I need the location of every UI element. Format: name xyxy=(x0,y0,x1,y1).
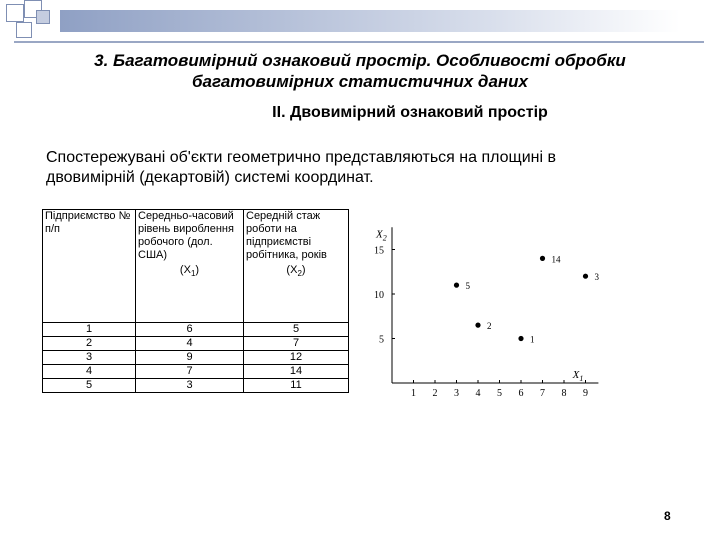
table-header-row xyxy=(43,210,349,323)
page-number: 8 xyxy=(664,509,671,523)
table-row xyxy=(43,323,349,337)
point-label: 5 xyxy=(465,281,470,292)
x-tick-label: 3 xyxy=(454,388,459,399)
x-tick-label: 5 xyxy=(497,388,502,399)
point-label: 1 xyxy=(530,334,535,345)
cell: 2 xyxy=(43,337,136,351)
cell: 5 xyxy=(43,379,136,393)
table-row xyxy=(43,379,349,393)
x-tick-label: 7 xyxy=(540,388,545,399)
x1-symbol: $(X_1)$ xyxy=(179,264,200,279)
table-row xyxy=(43,365,349,379)
header-x2: Середній стаж роботи на підприємстві робітника, років $(X_2)$ xyxy=(244,210,349,323)
corner-decoration xyxy=(0,0,60,45)
point-label: 2 xyxy=(487,321,492,332)
x-tick-label: 2 xyxy=(432,388,438,399)
intro-paragraph: Спостережувані об'єкти геометрично представляються на площині в двовимірній (декартовій) системі координат. xyxy=(46,149,556,186)
data-point xyxy=(454,283,459,288)
header-x1: Середньо-часовий рівень вироблення робочого (дол. США) $(X_1)$ xyxy=(136,210,244,323)
header-gradient-bar xyxy=(60,10,680,32)
cell: 14 xyxy=(244,365,349,379)
x-axis-label: $X_1$ xyxy=(572,369,584,383)
cell: 5 xyxy=(244,323,349,337)
data-point xyxy=(583,274,588,279)
table-row xyxy=(43,351,349,365)
cell: 3 xyxy=(43,351,136,365)
x-tick-label: 4 xyxy=(475,388,481,399)
x-tick-label: 6 xyxy=(518,388,524,399)
x-tick-label: 8 xyxy=(561,388,567,399)
data-point xyxy=(518,336,523,341)
cell: 1 xyxy=(43,323,136,337)
header-enterprise: Підприємство № п/п xyxy=(43,210,136,323)
point-label: 14 xyxy=(551,254,561,265)
cell: 11 xyxy=(244,379,349,393)
cell: 7 xyxy=(136,365,244,379)
y-tick-label: 10 xyxy=(374,290,384,301)
slide-title: 3. Багатовимірний ознаковий простір. Особливості обробки багатовимірних статистичних даних xyxy=(94,51,626,91)
x2-symbol: $(X_2)$ xyxy=(286,264,306,279)
cell: 4 xyxy=(43,365,136,379)
y-tick-label: 15 xyxy=(374,245,384,257)
slide-subtitle: ІІ. Двовимірний ознаковий простір xyxy=(272,104,548,121)
cell: 9 xyxy=(136,351,244,365)
x-tick-label: 1 xyxy=(411,388,416,399)
data-point xyxy=(540,256,545,261)
cell: 7 xyxy=(244,337,349,351)
x-tick-label: 9 xyxy=(583,388,588,399)
cell: 12 xyxy=(244,351,349,365)
y-axis-label: $X_2$ xyxy=(376,228,387,243)
table-row xyxy=(43,337,349,351)
point-label: 3 xyxy=(594,272,599,283)
data-point xyxy=(475,323,480,328)
cell: 4 xyxy=(136,337,244,351)
cell: 6 xyxy=(136,323,244,337)
header-divider xyxy=(14,41,704,43)
scatter-chart xyxy=(360,215,599,405)
data-table xyxy=(42,209,349,393)
cell: 3 xyxy=(136,379,244,393)
y-tick-label: 5 xyxy=(379,334,384,346)
